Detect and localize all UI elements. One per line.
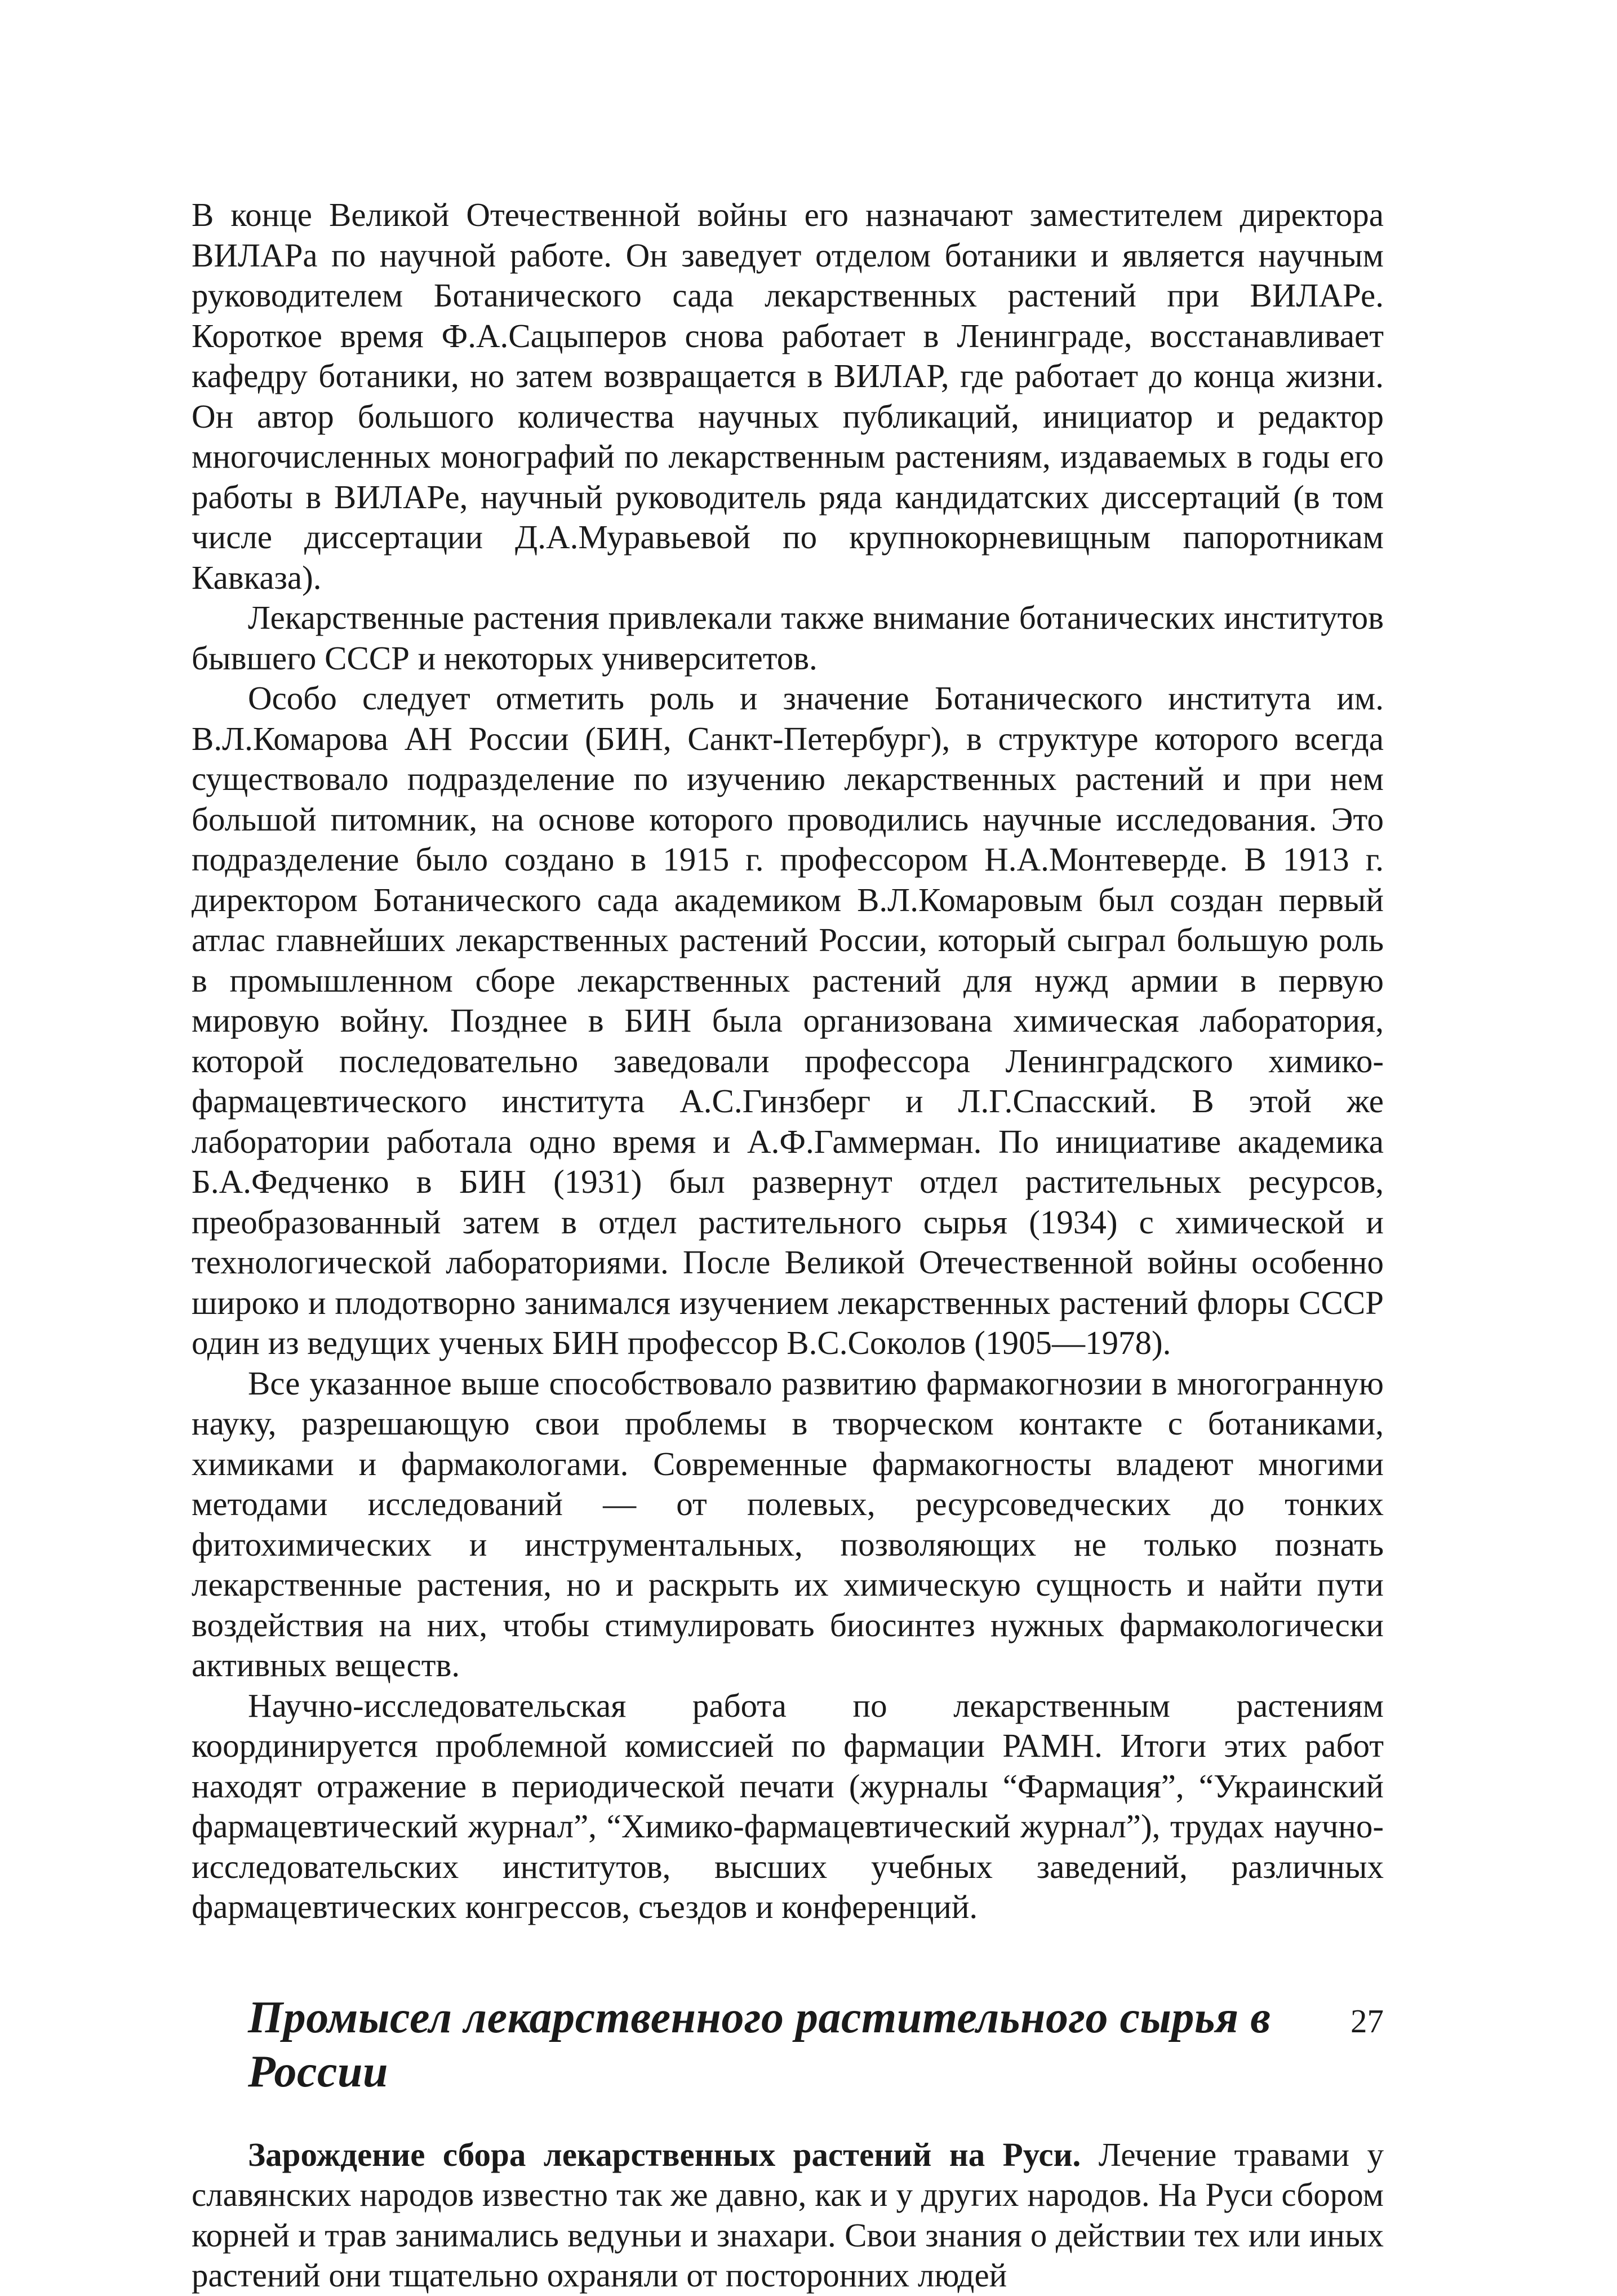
run-in-title: Зарождение сбора лекарственных растений на Руси. <box>248 2135 1081 2173</box>
text-column <box>192 195 1384 2296</box>
section-heading: Промысел лекарственного растительного сырья в России <box>248 1992 1271 2097</box>
paragraph-bin-komarov: Особо следует отметить роль и значение Ботанического института им. В.Л.Комарова АН России (БИН, Санкт-Петербург), в структуре которого всегда существовало подразделение по изучению лекарственных растений и при нем большой питомник, на основе которого проводились научные исследования. Это подразделение было создано в 1915 г. профессором Н.А.Монтеверде. В 1913 г. директором Ботанического сада академиком В.Л.Комаровым был создан первый атлас главнейших лекарственных растений России, который сыграл большую роль в промышленном сборе лекарственных растений для нужд армии в первую мировую войну. Позднее в БИН была организована химическая лаборатория, которой последовательно заведовали профессора Ленинградского химико-фармацевтического института А.С.Гинзберг и Л.Г.Спасский. В этой же лаборатории работала одно время и А.Ф.Гаммерман. По инициативе академика Б.А.Федченко в БИН (1931) был развернут отдел растительных ресурсов, преобразованный затем в отдел растительного сырья (1934) с химической и технологической лабораториями. После Великой Отечественной войны особенно широко и плодотворно занимался изучением лекарственных растений флоры СССР один из ведущих ученых БИН профессор В.С.Соколов (1905—1978). <box>192 680 1384 1361</box>
paragraph-research-coordination: Научно-исследовательская работа по лекарственным растениям координируется проблемной комиссией по фармации РАМН. Итоги этих работ находят отражение в периодической печати (журналы “Фармация”, “Украинский фармацевтический журнал”, “Химико-фармацевтический журнал”), трудах научно-исследовательских институтов, высших учебных заведений, различных фармацевтических конгрессов, съездов и конференций. <box>192 1686 1384 1925</box>
paragraph-collection-origins <box>192 2135 1384 2296</box>
paragraph-satsyperov: В конце Великой Отечественной войны его назначают заместителем директора ВИЛАРа по научной работе. Он заведует отделом ботаники и является научным руководителем Ботанического сада лекарственных растений при ВИЛАРе. Короткое время Ф.А.Сацыперов снова работает в Ленинграде, восстанавливает кафедру ботаники, но затем возвращается в ВИЛАР, где работает до конца жизни. Он автор большого количества научных публикаций, инициатор и редактор многочисленных монографий по лекарственным растениям, издаваемых в годы его работы в ВИЛАРе, научный руководитель ряда кандидатских диссертаций (в том числе диссертации Д.А.Муравьевой по крупнокорневищным папоротникам Кавказа). <box>192 196 1384 596</box>
page-number: 27 <box>1351 2002 1384 2040</box>
lead-paragraph-text: Лечение травами у славянских народов известно так же давно, как и у других народов. На Руси сбором корней и трав занимались ведуньи и знахари. Свои знания о действии тех или иных растений они тщательно охраняли от посторонних людей <box>192 2135 1384 2294</box>
paragraph-botanical-institutes: Лекарственные растения привлекали также внимание ботанических институтов бывшего СССР и некоторых университетов. <box>192 599 1384 677</box>
paragraph-pharmacognosy-science: Все указанное выше способствовало развитию фармакогнозии в многогранную науку, разрешающую свои проблемы в творческом контакте с ботаниками, химиками и фармакологами. Современные фармакогносты владеют многими методами исследований — от полевых, ресурсоведческих до тонких фитохимических и инструментальных, позволяющих не только познать лекарственные растения, но и раскрыть их химическую сущность и найти пути воздействия на них, чтобы стимулировать биосинтез нужных фармакологически активных веществ. <box>192 1364 1384 1684</box>
